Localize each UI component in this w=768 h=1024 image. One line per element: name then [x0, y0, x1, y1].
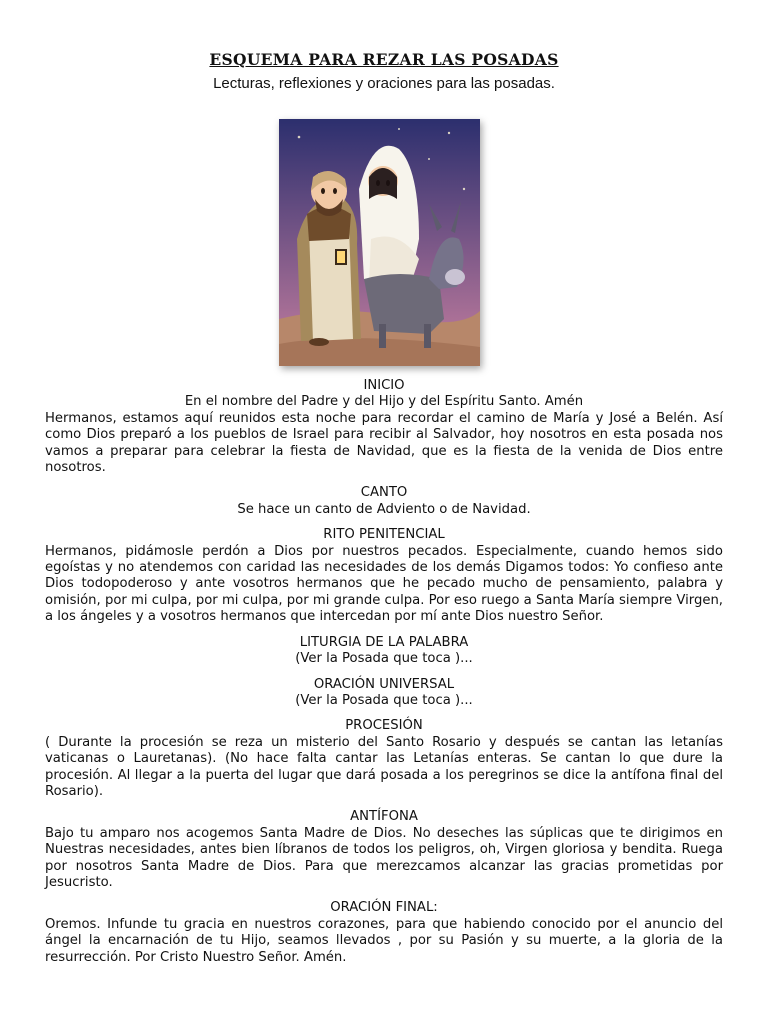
- procesion-paragraph: ( Durante la procesión se reza un misterio del Santo Rosario y después se cantan las letanías vaticanas o Lauretanas). (No hace falta cantar las Letanías enteras. Se cantan lo que dure la procesión. Al llegar a la puerta del lugar que dará posada a los peregrinos se dice la antífona final del Rosario).: [45, 734, 723, 799]
- oracion-universal-note: (Ver la Posada que toca )...: [295, 692, 473, 708]
- inicio-invocation: En el nombre del Padre y del Hijo y del Espíritu Santo. Amén: [184, 394, 584, 410]
- document-title: ESQUEMA PARA REZAR LAS POSADAS: [209, 50, 559, 69]
- rito-paragraph: Hermanos, pidámosle perdón a Dios por nuestros pecados. Especialmente, cuando hemos sido egoístas y no atendemos con caridad las necesidades de los demás Digamos todos: Yo confieso ante Dios todopoderoso y ante vosotros hermanos que he pecado mucho de pensamiento, palabra y omisión, por mi culpa, por mi culpa, por mi grande culpa. Por eso ruego a Santa María siempre Virgen, a los ángeles y a vosotros hermanos que intercedan por mí ante Dios nuestro Señor.: [45, 543, 723, 625]
- heading-antifona: ANTÍFONA: [350, 809, 418, 825]
- inicio-paragraph: Hermanos, estamos aquí reunidos esta noche para recordar el camino de María y José a Belén. Así como Dios preparó a los pueblos de Israel para recibir al Salvador, hoy nosotros en esta posada nos vamos a preparar para celebrar la fiesta de Navidad, que es la fiesta de la venida de Dios entre nosotros.: [45, 410, 723, 476]
- heading-oracion-final: ORACIÓN FINAL:: [330, 900, 438, 916]
- liturgia-note: (Ver la Posada que toca )...: [295, 651, 473, 667]
- heading-inicio: INICIO: [363, 378, 405, 393]
- canto-instruction: Se hace un canto de Adviento o de Navidad.: [237, 501, 531, 517]
- heading-liturgia: LITURGIA DE LA PALABRA: [299, 634, 469, 650]
- oracion-final-paragraph: Oremos. Infunde tu gracia en nuestros corazones, para que habiendo conocido por el anuncio del ángel la encarnación de tu Hijo, seamos llevados , por su Pasión y su muerte, a la gloria de la resurrección. Por Cristo Nuestro Señor. Amén.: [45, 916, 723, 965]
- heading-canto: CANTO: [360, 485, 408, 501]
- heading-procesion: PROCESIÓN: [345, 718, 423, 734]
- antifona-paragraph: Bajo tu amparo nos acogemos Santa Madre de Dios. No deseches las súplicas que te dirigimos en Nuestras necesidades, antes bien líbranos de todos los peligros, oh, Virgen gloriosa y bendita. Ruega por nosotros Santa Madre de Dios. Para que merezcamos alcanzar las gracias prometidas por Jesucristo.: [45, 825, 723, 890]
- heading-oracion-universal: ORACIÓN UNIVERSAL: [313, 676, 455, 692]
- document-subtitle: Lecturas, reflexiones y oraciones para las posadas.: [213, 75, 555, 92]
- holy-family-illustration: [279, 119, 480, 366]
- heading-rito-penitencial: RITO PENITENCIAL: [323, 527, 445, 543]
- document-body: [45, 378, 723, 966]
